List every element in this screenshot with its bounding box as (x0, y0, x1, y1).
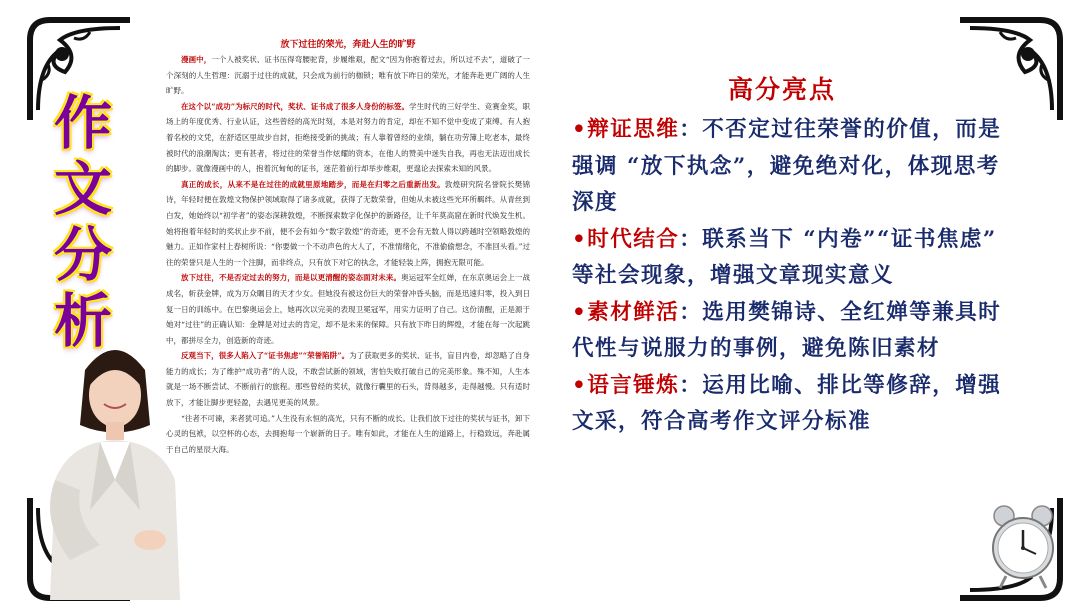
highlight-item (572, 112, 1012, 222)
side-title-char: 作 (53, 89, 112, 157)
highlight-item (572, 222, 1012, 295)
essay-title: 放下过往的荣光，奔赴人生的旷野 (280, 40, 416, 50)
essay-paragraph (166, 177, 530, 271)
alarm-clock-icon (988, 502, 1058, 590)
essay-paragraph (166, 52, 530, 99)
essay-paragraph (166, 270, 530, 348)
highlight-key: •辩证思维 (572, 117, 680, 142)
sample-essay (166, 38, 530, 570)
highlights-panel (572, 70, 1012, 570)
essay-lead: 在这个以“成功”为标尺的时代，奖状、证书成了很多人身份的标签。 (181, 101, 410, 111)
side-title-char: 分 (53, 221, 112, 289)
highlight-key: •时代结合 (572, 226, 680, 252)
essay-text: 为了获取更多的奖状、证书，盲目内卷，却忽略了自身能力的成长；为了维护“成功者”的人设，不敢尝试新的领域，害怕失败打破自己的完美形象。殊不知，人生本就是一场不断尝试、不断前行的旅程。那些曾经的奖状，就像行囊里的石头，背得越多，走得越慢。只有适时放下，才能让脚步更轻盈，去遇见更美的风景。 (166, 351, 530, 408)
highlight-text: ：选用樊锦诗、全红婵等兼具时代性与说服力的事例，避免陈旧素材 (572, 299, 1002, 361)
essay-text: 奥运冠军全红婵，在东京奥运会上一战成名，斩获金牌，成为万众瞩目的天才少女。但她没有被这份巨大的荣誉冲昏头脑，而是迅速归零，投入到日复一日的训练中。在巴黎奥运会上，她再次以完美的表现卫冕冠军，用实力证明了自己。这份清醒，正是源于她对“过往”的正确认知：金牌是对过去的肯定，却不是未来的保障。只有放下昨日的辉煌，才能在每一次起跳中，都拼尽全力，创造新的奇迹。 (166, 273, 530, 345)
highlight-item (572, 368, 1012, 441)
highlight-text: ：联系当下 “内卷”“证书焦虑” 等社会现象，增强文章现实意义 (572, 226, 997, 288)
highlights-heading: 高分亮点 (727, 75, 836, 104)
essay-paragraph (166, 411, 530, 458)
essay-lead: 反观当下，很多人陷入了“证书焦虑”“荣誉陷阱”。 (181, 351, 350, 361)
essay-text: 学生时代的三好学生、竞赛金奖，职场上的年度优秀、行业认证，这些曾经的高光时刻，本是对努力的肯定，却在不知不觉中变成了束缚。有人抱着名校的文凭，在舒适区里故步自封，拒绝接受新的挑战；有人靠着曾经的业绩，躺在功劳簿上吃老本，最终被时代的浪潮淘汰；更有甚者，将过往的荣誉当作炫耀的资本，在他人的赞美中迷失自我，再也无法迈出成长的脚步。就像漫画中的人，抱着沉甸甸的证书，迷茫着前行却举步维艰，更遑论去探索未知的风景。 (166, 101, 530, 174)
essay-text: “往者不可谏，来者犹可追。”人生没有永恒的高光，只有不断的成长。让我们放下过往的奖状与证书，卸下心灵的包袱，以空杯的心态，去拥抱每一个崭新的日子。唯有如此，才能在人生的道路上，行稳致远，奔赴属于自己的星辰大海。 (166, 413, 530, 454)
side-title-char: 文 (53, 155, 112, 223)
essay-lead: 放下过往，不是否定过去的努力，而是以更清醒的姿态面对未来。 (181, 273, 402, 283)
side-title (48, 90, 118, 354)
highlight-text: ：运用比喻、排比等修辞，增强文采，符合高考作文评分标准 (572, 372, 1002, 434)
highlight-item (572, 295, 1012, 368)
side-title-char: 析 (53, 287, 112, 355)
essay-paragraph (166, 99, 530, 177)
essay-paragraph (166, 348, 530, 410)
essay-lead: 漫画中， (181, 55, 212, 64)
essay-text: 敦煌研究院名誉院长樊锦诗，年轻时便在敦煌文物保护领域取得了诸多成就，获得了无数荣誉，但她从未被这些光环所羁绊。从青丝到白发，她始终以“初学者”的姿态深耕敦煌，不断探索数字化保护的新路径，让千年莫高窟在新时代焕发生机。她将抱着年轻时的奖状止步不前，便不会有如今“数字敦煌”的奇迹，更不会有无数人得以跨越时空领略敦煌的魅力。正如作家村上春树所说：“你要做一个不动声色的大人了，不准情绪化，不准偷偷想念，不准回头看。”过往的荣誉只是人生的一个注脚，而非终点，只有放下对它的执念，才能轻装上阵，拥抱无限可能。 (166, 179, 530, 267)
essay-text: 一个人被奖状、证书压得弯腰驼背，步履维艰，配文“因为你抱着过去，所以过不去”，道破了一个深刻的人生哲理：沉溺于过往的成就，只会成为前行的枷锁；唯有放下昨日的荣光，才能奔赴更广阔的人生旷野。 (166, 55, 530, 96)
highlight-key: •素材鲜活 (572, 299, 680, 325)
essay-lead: 真正的成长，从来不是在过往的成就里原地踏步，而是在归零之后重新出发。 (181, 179, 445, 189)
highlight-text: ：不否定过往荣誉的价值，而是强调 “放下执念”，避免绝对化，体现思考深度 (572, 117, 1002, 215)
highlight-key: •语言锤炼 (572, 372, 680, 398)
